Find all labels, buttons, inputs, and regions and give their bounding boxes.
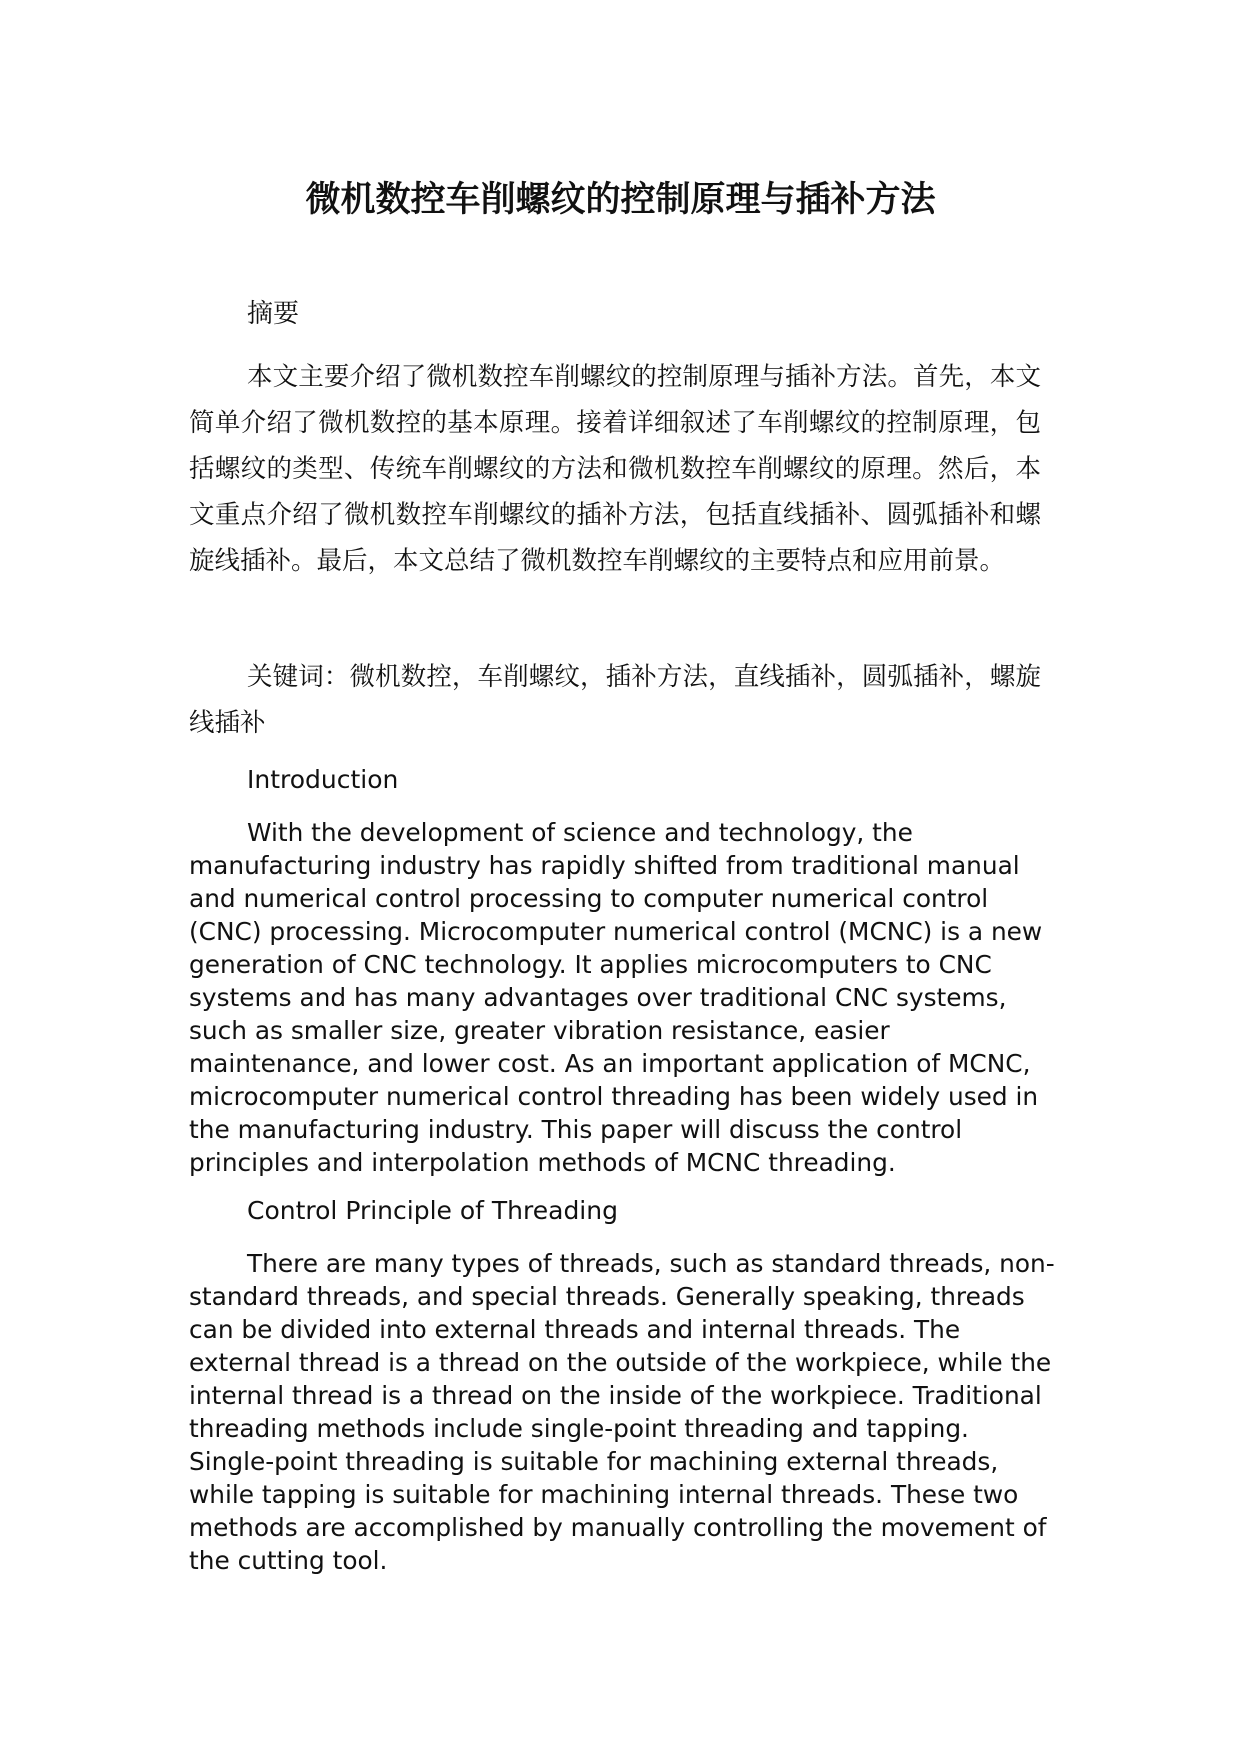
intro-heading: Introduction: [247, 765, 399, 794]
threading-paragraph: There are many types of threads, such as standard threads, non-standard threads, and special threads. Generally speaking, threads can be divided into external threads and internal threads. The external thread is a thread on the outside of the workpiece, while the internal thread is a thread on the inside of the workpiece. Traditional threading methods include single-point threading and tapping. Single-point threading is suitable for machining external threads, while tapping is suitable for machining internal threads. These two methods are accomplished by manually controlling the movement of the cutting tool.: [189, 1249, 1055, 1575]
document-title: 微机数控车削螺纹的控制原理与插补方法: [305, 180, 936, 220]
section-heading-threading: Control Principle of Threading: [247, 1196, 618, 1225]
keywords-paragraph: 关键词：微机数控，车削螺纹，插补方法，直线插补，圆弧插补，螺旋线插补: [189, 662, 1041, 738]
abstract-paragraph: 本文主要介绍了微机数控车削螺纹的控制原理与插补方法。首先，本文简单介绍了微机数控的基本原理。接着详细叙述了车削螺纹的控制原理，包括螺纹的类型、传统车削螺纹的方法和微机数控车削螺纹的原理。然后，本文重点介绍了微机数控车削螺纹的插补方法，包括直线插补、圆弧插补和螺旋线插补。最后，本文总结了微机数控车削螺纹的主要特点和应用前景。: [189, 362, 1041, 576]
intro-paragraph: With the development of science and technology, the manufacturing industry has rapidly shifted from traditional manual and numerical control processing to computer numerical control (CNC) processing. Microcomputer numerical control (MCNC) is a new generation of CNC technology. It applies microcomputers to CNC systems and has many advantages over traditional CNC systems, such as smaller size, greater vibration resistance, easier maintenance, and lower cost. As an important application of MCNC, microcomputer numerical control threading has been widely used in the manufacturing industry. This paper will discuss the control principles and interpolation methods of MCNC threading.: [189, 818, 1043, 1177]
abstract-heading: 摘要: [247, 299, 300, 329]
